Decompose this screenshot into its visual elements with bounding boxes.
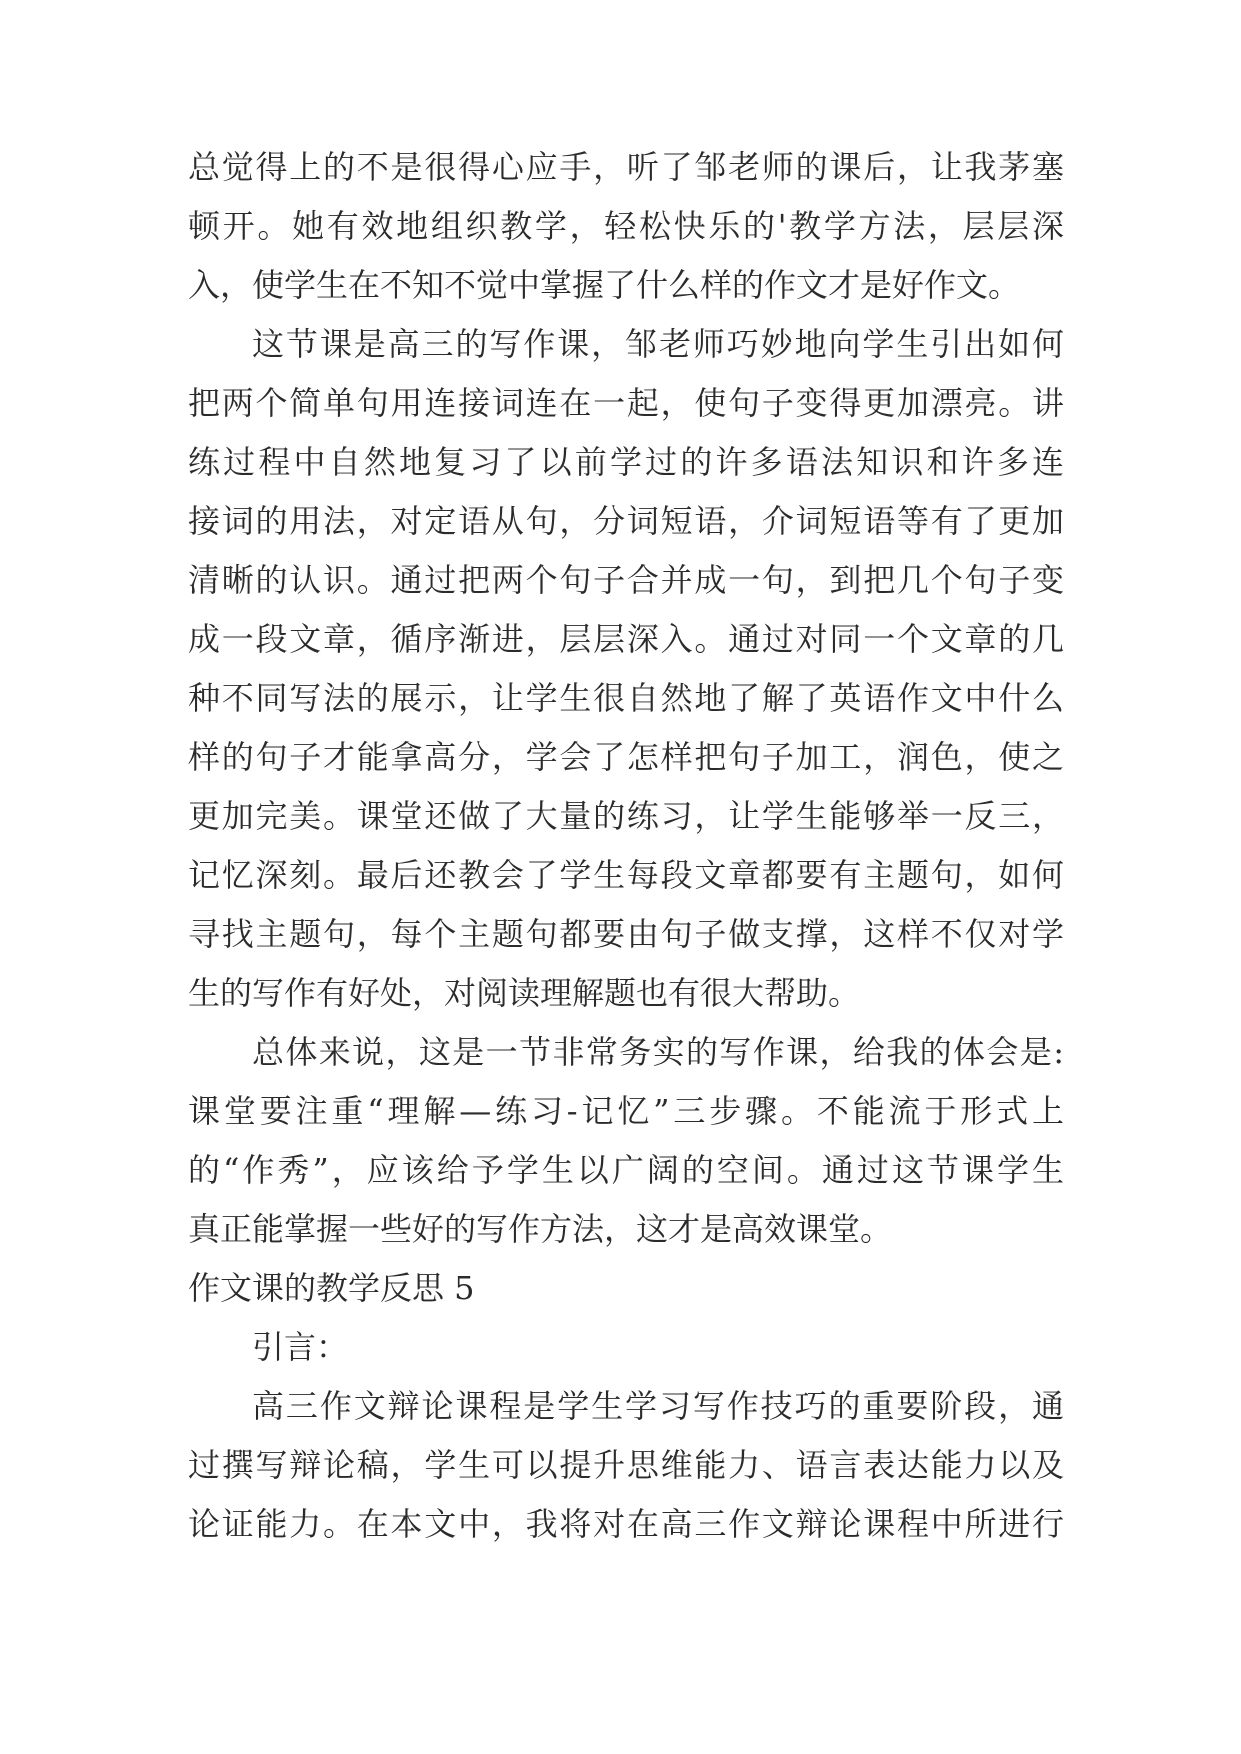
- paragraph-line: 过撰写辩论稿，学生可以提升思维能力、语言表达能力以及: [188, 1446, 1064, 1484]
- paragraph-line: 样的句子才能拿高分，学会了怎样把句子加工，润色，使之: [188, 738, 1064, 776]
- document-body: [188, 138, 1064, 1554]
- paragraph-1: [188, 138, 1064, 315]
- paragraph-line: 寻找主题句，每个主题句都要由句子做支撑，这样不仅对学: [188, 915, 1064, 953]
- paragraph-line: 生的写作有好处，对阅读理解题也有很大帮助。: [188, 974, 861, 1012]
- paragraph-line: 记忆深刻。最后还教会了学生每段文章都要有主题句，如何: [188, 856, 1064, 894]
- paragraph-line: 把两个简单句用连接词连在一起，使句子变得更加漂亮。讲: [188, 384, 1064, 422]
- paragraph-4: [188, 1377, 1064, 1554]
- paragraph-line: 顿开。她有效地组织教学，轻松快乐的'教学方法，层层深: [188, 207, 1064, 245]
- paragraph-line: 课堂要注重“理解—练习-记忆”三步骤。不能流于形式上: [188, 1092, 1064, 1130]
- paragraph-line: 成一段文章，循序渐进，层层深入。通过对同一个文章的几: [188, 620, 1064, 658]
- paragraph-line: 的“作秀”，应该给予学生以广阔的空间。通过这节课学生: [188, 1151, 1064, 1189]
- paragraph-line: 论证能力。在本文中，我将对在高三作文辩论课程中所进行: [188, 1505, 1064, 1543]
- paragraph-line: 真正能掌握一些好的写作方法，这才是高效课堂。: [188, 1210, 893, 1248]
- paragraph-line: 总觉得上的不是很得心应手，听了邹老师的课后，让我茅塞: [188, 148, 1064, 186]
- paragraph-line: 练过程中自然地复习了以前学过的许多语法知识和许多连: [188, 443, 1064, 481]
- paragraph-line: 清晰的认识。通过把两个句子合并成一句，到把几个句子变: [188, 561, 1064, 599]
- paragraph-line: 入，使学生在不知不觉中掌握了什么样的作文才是好作文。: [188, 266, 1021, 304]
- paragraph-line: 这节课是高三的写作课，邹老师巧妙地向学生引出如何: [252, 325, 1064, 363]
- paragraph-line: 接词的用法，对定语从句，分词短语，介词短语等有了更加: [188, 502, 1064, 540]
- intro-label: 引言：: [252, 1328, 349, 1366]
- paragraph-line: 总体来说，这是一节非常务实的写作课，给我的体会是:: [252, 1033, 1064, 1071]
- paragraph-line: 种不同写法的展示，让学生很自然地了解了英语作文中什么: [188, 679, 1064, 717]
- paragraph-2: [188, 315, 1064, 1023]
- paragraph-line: 更加完美。课堂还做了大量的练习，让学生能够举一反三，: [188, 797, 1064, 835]
- paragraph-3: [188, 1023, 1064, 1259]
- section-heading: 作文课的教学反思 5: [188, 1269, 475, 1307]
- paragraph-line: 高三作文辩论课程是学生学习写作技巧的重要阶段，通: [252, 1387, 1064, 1425]
